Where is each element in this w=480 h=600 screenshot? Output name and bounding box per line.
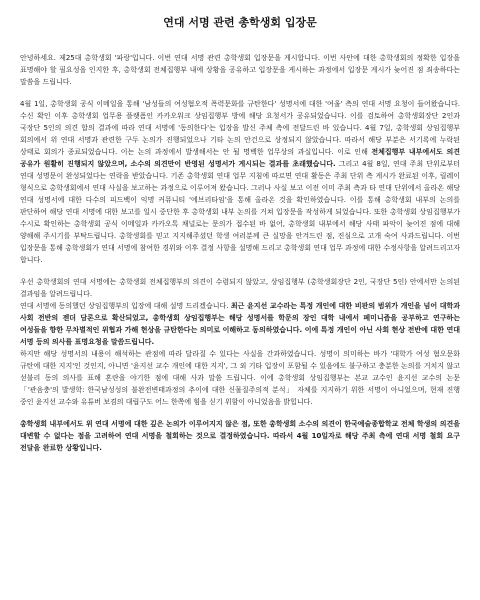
paragraph-text: 연대 서명에 동의했던 상임집행부의 입장에 대해 설명 드리겠습니다.	[20, 302, 231, 310]
paragraph-emphasis: 전체집행부 내부에서도 의견 공유가 원활히 진행되지 않았으며, 소수의 의견만이 반영된 성명서가 게시되는 결과를 초래했습니다.	[20, 148, 460, 168]
paragraph-decision	[20, 418, 460, 454]
document-title: 연대 서명 관련 총학생회 입장문	[163, 16, 317, 29]
paragraph-greeting	[20, 52, 460, 88]
paragraph-text: 4월 1일, 총학생회 공식 이메일을 통해 '남성들의 여성혐오적 폭력문화를 규탄한다' 성명서에 대한 '여울' 측의 연대 서명 요청이 들어왔습니다. 수신 확인 이후 총학생회 업무용 플랫폼인 카카오워크 상임집행부 방에 해당 요청서가 공유되었습니다. 이를 검토하여 총학생회장단 2인과 국장단 5인의 의견 합의 결과에 따라 연대 서명에 '동의한다'는 입장을 발신 주체 측에 전달드린 바 있습니다. 4월 7일, 총학생회 상임집행부 회의에서 위 연대 서명과 관련한 구두 논의가 진행되었으나 기타 논의 안건으로 상정되지 않았습니다. 따라서 해당 부분은 서기록에 누락된 상태로 회의가 종료되었습니다. 이는 논의 과정에서 발생해서는 안 될 명백한 업무상의 과실입니다. 이로 인해	[20, 100, 460, 156]
paragraph-apology	[20, 348, 460, 408]
paragraph-background	[20, 98, 460, 266]
paragraph-emphasis: 최근 윤지선 교수라는 특정 개인에 대한 비판의 범위가 개인을 넘어 대학과 사회 전반의 젠더 담론으로 확산되었고, 총학생회 상임집행부는 해당 성명서를 학문의 장인 대학 내에서 페미니즘을 공부하고 연구하는 여성들을 향한 무차별적인 위협과 가해 현상을 규탄한다는 의미로 이해하고 동의하였습니다. 이에 특정 개인이 아닌 사회 현상 전반에 대한 연대 서명 등의 의사를 표명요청을 말씀드립니다.	[20, 302, 460, 346]
paragraph-text: 그리고 4월 8일, 연대 주최 단위로부터 연대 성명문이 완성되었다는 연락을 받았습니다. 기존 총학생회 연대 업무 지침에 따르면 연대 활동은 주최 단위 측 게시가 완료된 이후, 릴레이 형식으로 총학생회에서 연대 사실을 보고하는 과정으로 이루어져 왔습니다. 그러나 사실 보고 이전 이미 주최 측과 타 연대 단위에서 올라온 해당 연대 성명서에 대한 다수의 피드백이 익명 커뮤니티 '에브리타임'을 통해 올라온 것을 확인하였습니다. 이를 통해 총학생회 내부의 논의를 판단하여 해당 연대 서명에 대한 보고를 일시 중단한 후 총학생회 내부 논의를 거쳐 입장문을 작성하게 되었습니다. 또한 총학생회 상임집행부가 수시로 확인하는 총학생회 공식 이메일과 카카오톡 채널로는 문의가 접수된 바 없어, 총학생회 내부에서 해당 사태 파악이 늦어진 점에 대해 양해해 주시기를 부탁드립니다. 총학생회를 믿고 지지해주셨던 학생 여러분께 큰 실망을 안겨드린 점, 진심으로 고개 숙여 사과드립니다. 이번 입장문을 통해 총학생회가 연대 서명에 참여한 경위와 이후 결정 사항을 설명해 드리고 총학생회 연대 업무 과정에 대한 수정사항을 알려드리고자 합니다.	[20, 160, 460, 264]
paragraph-explanation	[20, 300, 460, 348]
paragraph-text: 우선 총학생회의 연대 서명에는 총학생회 전체집행부의 의견이 수렴되지 않았고, 상임집행부 (총학생회장단 2인, 국장단 5인) 안에서만 논의된 결과임을 알려드립니다.	[20, 278, 460, 298]
paragraph-notice	[20, 276, 460, 300]
paragraph-text: 하지만 해당 성명서의 내용이 해석하는 관점에 따라 달라질 수 있다는 사실을 간과하였습니다. 성명이 의미하는 바가 '대학가 여성 혐오문화 규탄에 대한 지지'인 것인지, 아니면 '윤지선 교수 개인에 대한 지지', 그 외 기타 입장이 포함될 수 있음에도 불구하고 충분한 논의를 거치지 않고 섣불리 동의 의사를 표해 혼란을 야기한 점에 대해 사과 말씀 드립니다. 이에 총학생회 상임집행부는 본교 교수인 윤지선 교수의 논문 「'관음충'의 발생학: 한국남성성의 불완전변태과정의 추이에 대한 신물질주의적 분석」 자체를 지지하기 위한 서명이 아니었으며, 현재 진행 중인 윤지선 교수와 유튜버 보겸의 대립구도 어느 한쪽에 힘을 싣기 위함이 아니었음을 밝힙니다.	[20, 350, 460, 406]
paragraph-emphasis: 총학생회 내부에서도 위 연대 서명에 대한 깊은 논의가 이루어지지 않은 점, 또한 총학생회 소수의 의견이 한국예술종합학교 전체 학생의 의견을 대변할 수 없다는 점을 고려하여 연대 서명을 철회하는 것으로 결정하였습니다. 따라서 4월 10일자로 해당 주최 측에 연대 서명 철회 요구 전달을 완료한 상황입니다.	[20, 420, 460, 452]
paragraph-text: 안녕하세요. 제25대 총학생회 '파랑'입니다. 이번 연대 서명 관련 총학생회 입장문을 게시합니다. 이번 사안에 대한 총학생회의 정확한 입장을 표명해야 할 필요성을 인지한 후, 총학생회 전체집행부 내에 상황을 공유하고 입장문을 게시하는 과정에서 입장문 게시가 늦어진 점 죄송하다는 말씀을 드립니다.	[20, 54, 460, 86]
